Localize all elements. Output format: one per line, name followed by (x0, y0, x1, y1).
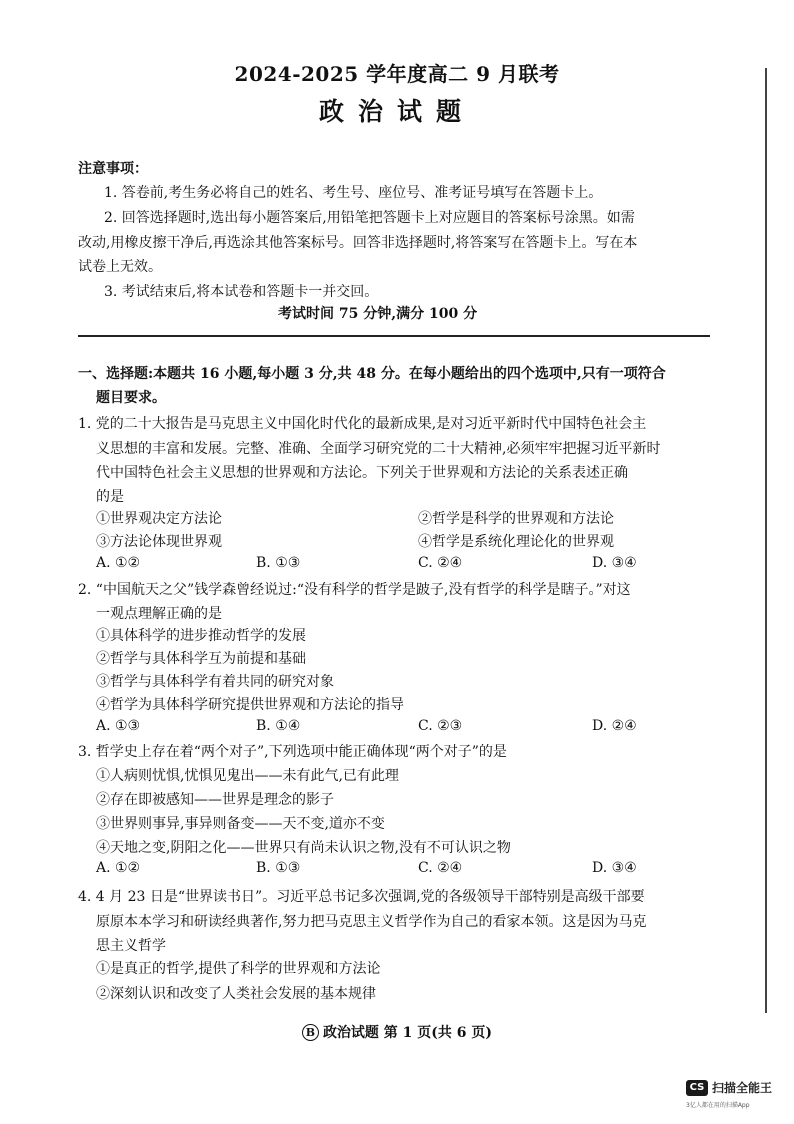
version-badge: B (302, 1024, 319, 1041)
notice-item-2-line-3: 试卷上无效。 (78, 259, 162, 275)
q1-choice-a: A. ①② (96, 555, 141, 571)
q1-stem-line-3: 代中国特色社会主义思想的世界观和方法论。下列关于世界观和方法论的关系表述正确 (96, 465, 628, 481)
q1-option-1: ①世界观决定方法论 (96, 511, 222, 527)
q2-choice-c: C. ②③ (418, 718, 463, 734)
q1-option-3: ③方法论体现世界观 (96, 534, 222, 550)
q2-option-1: ①具体科学的进步推动哲学的发展 (96, 628, 306, 644)
section1-heading-line-1: 一、选择题:本题共 16 小题,每小题 3 分,共 48 分。在每小题给出的四个选项中,只有一项符合 (78, 366, 666, 382)
margin-rule (765, 68, 767, 1013)
q4-stem-line-1: 4. 4 月 23 日是“世界读书日”。习近平总书记多次强调,党的各级领导干部特别是高级干部要 (78, 889, 645, 905)
notice-item-3: 3. 考试结束后,将本试卷和答题卡一并交回。 (104, 284, 379, 300)
q1-option-2: ②哲学是科学的世界观和方法论 (418, 511, 614, 527)
q3-option-4: ④天地之变,阴阳之化——世界只有尚未认识之物,没有不可认识之物 (96, 840, 511, 856)
notice-item-2-line-2: 改动,用橡皮擦干净后,再选涂其他答案标号。回答非选择题时,将答案写在答题卡上。写在本 (78, 235, 638, 251)
scanner-app-name: 扫描全能王 (712, 1081, 773, 1095)
q2-option-4: ④哲学为具体科学研究提供世界观和方法论的指导 (96, 697, 404, 713)
q3-choice-a: A. ①② (96, 860, 141, 876)
q2-option-2: ②哲学与具体科学互为前提和基础 (96, 651, 306, 667)
q1-choice-b: B. ①③ (256, 555, 301, 571)
q3-option-1: ①人病则忧惧,忧惧见鬼出——未有此气,已有此理 (96, 768, 399, 784)
page-number-text: 政治试题 第 1 页(共 6 页) (322, 1025, 493, 1041)
subject-title: 政治试题 (318, 97, 475, 126)
camscanner-logo-icon: CS (686, 1080, 708, 1096)
q1-stem-line-2: 义思想的丰富和发展。完整、准确、全面学习研究党的二十大精神,必须牢牢把握习近平新时 (96, 441, 661, 457)
notice-heading: 注意事项： (78, 161, 148, 177)
exam-title: 2024-2025 学年度高二 9 月联考 (234, 62, 560, 86)
scanner-tagline: 3亿人都在用的扫描App (686, 1102, 750, 1109)
q3-stem-line-1: 3. 哲学史上存在着“两个对子”,下列选项中能正确体现“两个对子”的是 (78, 744, 507, 760)
q1-option-4: ④哲学是系统化理论化的世界观 (418, 534, 614, 550)
exam-time-info: 考试时间 75 分钟,满分 100 分 (278, 306, 478, 322)
notice-item-1: 1. 答卷前,考生务必将自己的姓名、考生号、座位号、准考证号填写在答题卡上。 (104, 185, 603, 201)
q2-option-3: ③哲学与具体科学有着共同的研究对象 (96, 674, 334, 690)
q3-option-2: ②存在即被感知——世界是理念的影子 (96, 792, 334, 808)
q2-stem-line-1: 2. “中国航天之父”钱学森曾经说过:“没有科学的哲学是跛子,没有哲学的科学是瞎子。”对这 (78, 582, 631, 598)
page-footer (0, 1022, 794, 1042)
q4-stem-line-2: 原原本本学习和研读经典著作,努力把马克思主义哲学作为自己的看家本领。这是因为马克 (96, 914, 647, 930)
section-divider (78, 335, 710, 337)
q3-choice-c: C. ②④ (418, 860, 463, 876)
q1-choice-c: C. ②④ (418, 555, 463, 571)
q1-stem-line-1: 1. 党的二十大报告是马克思主义中国化时代化的最新成果,是对习近平新时代中国特色社会主 (78, 416, 647, 432)
q2-choice-d: D. ②④ (592, 718, 637, 734)
q3-choice-d: D. ③④ (592, 860, 637, 876)
q1-choice-d: D. ③④ (592, 555, 637, 571)
q4-stem-line-3: 思主义哲学 (96, 938, 166, 954)
q3-choice-b: B. ①③ (256, 860, 301, 876)
q2-choice-a: A. ①③ (96, 718, 141, 734)
q2-choice-b: B. ①④ (256, 718, 301, 734)
q4-option-1: ①是真正的哲学,提供了科学的世界观和方法论 (96, 961, 381, 977)
notice-item-2-line-1: 2. 回答选择题时,选出每小题答案后,用铅笔把答题卡上对应题目的答案标号涂黑。如需 (104, 210, 635, 226)
section1-heading-line-2: 题目要求。 (96, 390, 166, 406)
q4-option-2: ②深刻认识和改变了人类社会发展的基本规律 (96, 986, 376, 1002)
q3-option-3: ③世界则事异,事异则备变——天不变,道亦不变 (96, 816, 385, 832)
q1-stem-line-4: 的是 (96, 489, 124, 505)
q2-stem-line-2: 一观点理解正确的是 (96, 606, 222, 622)
